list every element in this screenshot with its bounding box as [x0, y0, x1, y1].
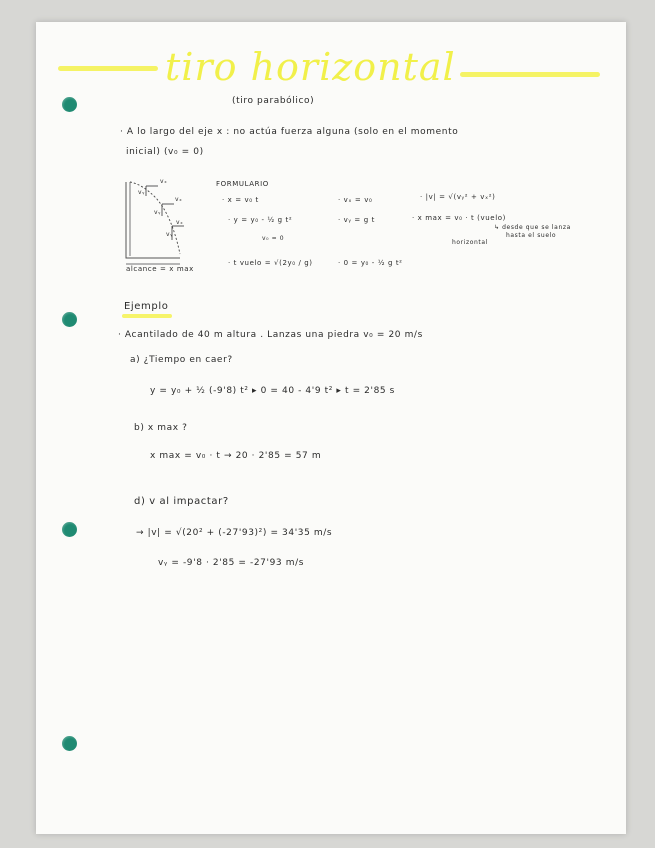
formula-xmax-note-2: hasta el suelo — [506, 232, 557, 239]
intro-line-2: inicial) (v₀ = 0) — [126, 147, 204, 157]
formula-xmax-note-1: ↳ desde que se lanza — [494, 224, 571, 231]
page-subtitle: (tiro parabólico) — [232, 96, 315, 106]
ejemplo-heading: Ejemplo — [124, 301, 169, 312]
formula-tvuelo: · t vuelo = √(2y₀ / g) — [228, 259, 313, 267]
diagram-label-vy: vᵧ — [138, 189, 145, 196]
formula-vy: · vᵧ = g t — [338, 216, 375, 224]
page-title: tiro horizontal — [165, 45, 456, 89]
formula-y: · y = y₀ - ½ g t² — [228, 216, 293, 224]
binder-hole — [62, 522, 77, 537]
formula-vx: · vₓ = v₀ — [338, 196, 373, 204]
question-a: a) ¿Tiempo en caer? — [130, 355, 233, 365]
binder-hole — [62, 736, 77, 751]
ejemplo-statement: · Acantilado de 40 m altura . Lanzas una piedra v₀ = 20 m/s — [118, 330, 423, 340]
notebook-page — [36, 22, 626, 834]
binder-hole — [62, 312, 77, 327]
diagram-label-vy: vᵧ — [166, 231, 173, 238]
formulario-heading: FORMULARIO — [216, 180, 269, 188]
formula-x: · x = v₀ t — [222, 196, 259, 204]
ejemplo-highlight — [122, 314, 172, 318]
question-b: b) x max ? — [134, 423, 188, 433]
formula-xmax: · x max = v₀ · t (vuelo) — [412, 214, 506, 222]
diagram-label-vx: vₓ — [176, 219, 184, 226]
formula-xmax-note-3: horizontal — [452, 239, 488, 246]
title-line-left — [58, 66, 158, 71]
diagram-label-vy: vᵧ — [154, 209, 161, 216]
answer-d-vy: vᵧ = -9'8 · 2'85 = -27'93 m/s — [158, 558, 304, 568]
diagram-alcance-label: alcance = x max — [126, 265, 194, 273]
formula-v-magnitude: · |v| = √(vᵧ² + vₓ²) — [420, 193, 496, 201]
title-line-right — [460, 72, 600, 77]
diagram-label-vx: vₓ — [175, 196, 183, 203]
intro-line-1: · A lo largo del eje x : no actúa fuerza alguna (solo en el momento — [120, 127, 459, 137]
binder-hole — [62, 97, 77, 112]
question-d: d) v al impactar? — [134, 496, 229, 507]
formula-y-note: v₀ = 0 — [262, 235, 285, 242]
trajectory-diagram — [122, 176, 212, 271]
answer-a: y = y₀ + ½ (-9'8) t² ▸ 0 = 40 - 4'9 t² ▸ t = 2'85 s — [150, 386, 395, 396]
formula-zero: · 0 = y₀ - ½ g t² — [338, 259, 403, 267]
answer-d-magnitude: → |v| = √(20² + (-27'93)²) = 34'35 m/s — [136, 528, 333, 538]
answer-b: x max = v₀ · t → 20 · 2'85 = 57 m — [150, 451, 322, 461]
diagram-label-vx: vₓ — [160, 178, 168, 185]
